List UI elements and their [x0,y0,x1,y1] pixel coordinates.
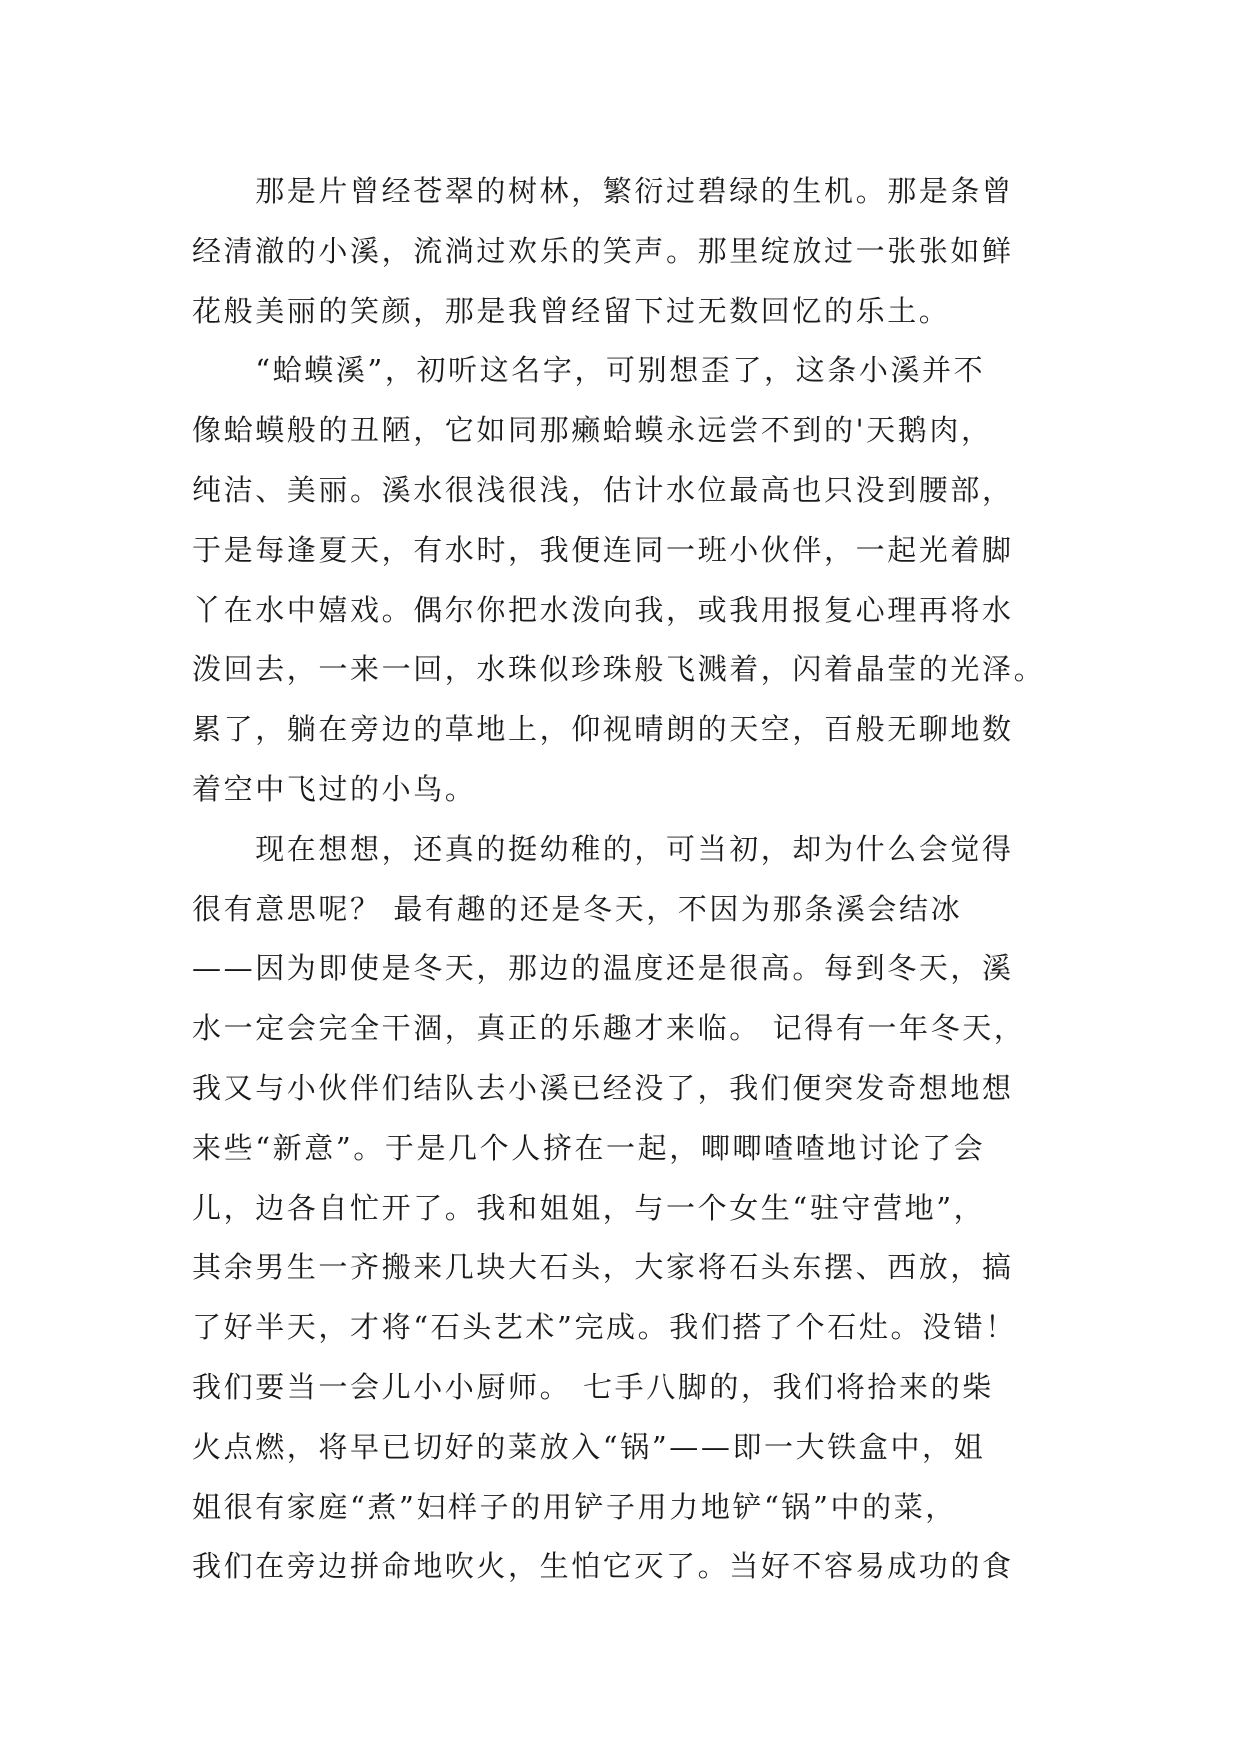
text-line: 火点燃，将早已切好的菜放入“锅”——即一大铁盒中，姐 [192,1429,986,1464]
text-line: 姐很有家庭“煮”妇样子的用铲子用力地铲“锅”中的菜， [192,1489,957,1524]
text-line: 于是每逢夏天，有水时，我便连同一班小伙伴，一起光着脚 [192,532,1014,567]
text-line: 来些“新意”。于是几个人挤在一起，唧唧喳喳地讨论了会 [192,1130,986,1165]
text-line: 我又与小伙伴们结队去小溪已经没了，我们便突发奇想地想 [192,1070,1014,1105]
text-line: 像蛤蟆般的丑陋，它如同那癞蛤蟆永远尝不到的'天鹅肉， [192,413,993,448]
text-line: 丫在水中嬉戏。偶尔你把水泼向我，或我用报复心理再将水 [192,592,1014,627]
text-line: 很有意思呢？ 最有趣的还是冬天，不因为那条溪会结冰 [192,891,963,926]
text-line: 泼回去，一来一回，水珠似珍珠般飞溅着，闪着晶莹的光泽。 [192,652,1046,687]
text-line: 着空中飞过的小鸟。 [192,771,477,806]
text-line: 那是片曾经苍翠的树林，繁衍过碧绿的生机。那是条曾 [192,174,1014,208]
text-line: 现在想想，还真的挺幼稚的，可当初，却为什么会觉得 [192,831,1014,866]
text-line: 我们要当一会儿小小厨师。 七手八脚的，我们将拾来的柴 [192,1369,994,1404]
text-line: 纯洁、美丽。溪水很浅很浅，估计水位最高也只没到腰部， [192,472,1014,507]
text-line: 花般美丽的笑颜，那是我曾经留下过无数回忆的乐土。 [192,293,951,328]
text-line: 我们在旁边拼命地吹火，生怕它灭了。当好不容易成功的食 [192,1549,1014,1584]
text-line: 累了，躺在旁边的草地上，仰视晴朗的天空，百般无聊地数 [192,712,1014,747]
text-line: 经清澈的小溪，流淌过欢乐的笑声。那里绽放过一张张如鲜 [192,233,1014,268]
body-text [192,162,1052,1597]
text-line: ——因为即使是冬天，那边的温度还是很高。每到冬天，溪 [192,951,1014,986]
text-line: 了好半天，才将“石头艺术”完成。我们搭了个石灶。没错！ [192,1310,1017,1345]
text-line: “蛤蟆溪”，初听这名字，可别想歪了，这条小溪并不 [192,353,986,388]
text-line: 水一定会完全干涸，真正的乐趣才来临。 记得有一年冬天， [192,1011,1026,1046]
text-line: 其余男生一齐搬来几块大石头，大家将石头东摆、西放，搞 [192,1250,1014,1285]
text-line: 儿，边各自忙开了。我和姐姐，与一个女生“驻守营地”， [192,1190,986,1225]
